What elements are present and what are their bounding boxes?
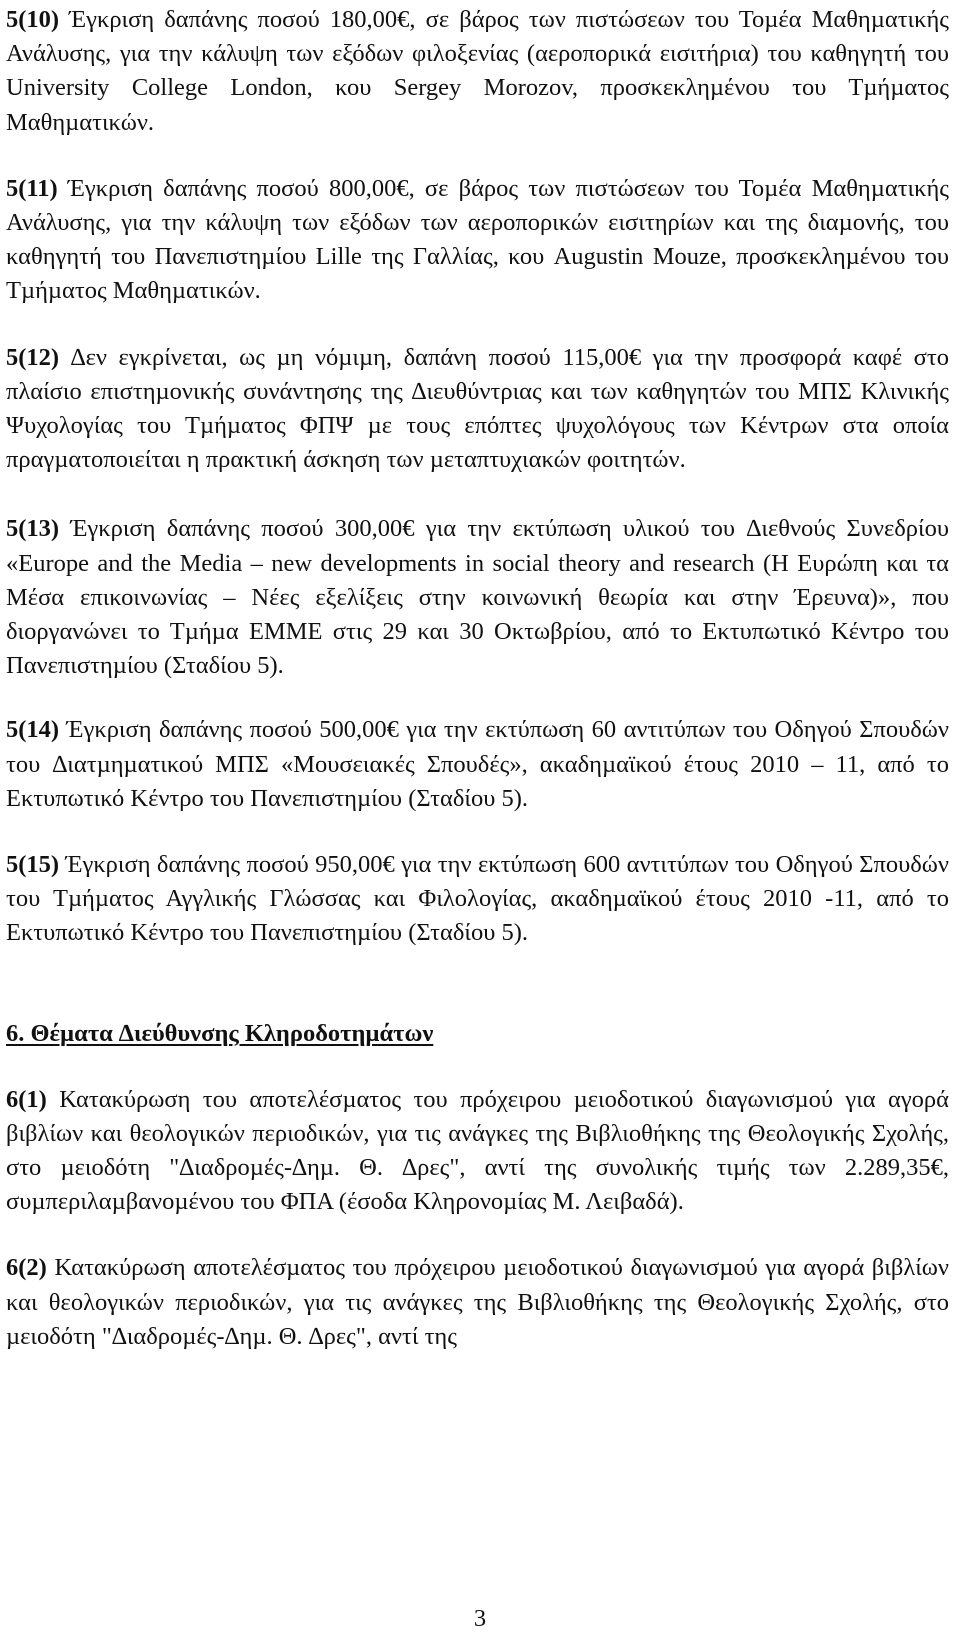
item-text: Έγκριση δαπάνης ποσού 180,00€, σε βάρος των πιστώσεων του Τοµέα Μαθηµατικής Ανάλυσης, για την κάλυψη των εξόδων φιλοξενίας (αεροπορικά εισιτήρια) του καθηγητή του University College London, κου Sergey Morozov, προσκεκληµένου του Τµήµατος Μαθηµατικών. bbox=[6, 6, 949, 136]
item-label: 6(1) bbox=[6, 1085, 47, 1113]
item-label: 5(10) bbox=[6, 6, 60, 33]
item-label: 5(15) bbox=[6, 851, 60, 879]
item-5-12 bbox=[6, 341, 949, 478]
item-6-1 bbox=[6, 1083, 949, 1220]
item-text: ∆εν εγκρίνεται, ως µη νόµιµη, δαπάνη ποσού 115,00€ για την προσφορά καφέ στο πλαίσιο επιστηµονικής συνάντησης της ∆ιευθύντριας και των καθηγητών του ΜΠΣ Κλινικής Ψυχολογίας του Τµήµατος ΦΠΨ µε τους επόπτες ψυχολόγους των Κέντρων στα οποία πραγµατοποιείται η πρακτική άσκηση των µεταπτυχιακών φοιτητών. bbox=[6, 343, 949, 474]
item-label: 5(12) bbox=[6, 343, 60, 371]
item-text: Έγκριση δαπάνης ποσού 500,00€ για την εκτύπωση 60 αντιτύπων του Οδηγού Σπουδών του ∆ιατµηµατικού ΜΠΣ «Μουσειακές Σπουδές», ακαδηµαϊκού έτους 2010 – 11, από το Εκτυπωτικό Κέντρο του Πανεπιστηµίου (Σταδίου 5). bbox=[6, 716, 949, 812]
item-label: 5(13) bbox=[6, 515, 60, 543]
document-page bbox=[6, 0, 949, 1354]
item-6-2 bbox=[6, 1251, 949, 1354]
item-label: 5(11) bbox=[6, 174, 58, 202]
item-text: Έγκριση δαπάνης ποσού 950,00€ για την εκτύπωση 600 αντιτύπων του Οδηγού Σπουδών του Τµήµατος Αγγλικής Γλώσσας και Φιλολογίας, ακαδηµαϊκού έτους 2010 -11, από το Εκτυπωτικό Κέντρο του Πανεπιστηµίου (Σταδίου 5). bbox=[6, 851, 949, 947]
item-5-15 bbox=[6, 848, 949, 951]
section-heading: 6. Θέµατα ∆ιεύθυνσης Κληροδοτηµάτων bbox=[6, 1019, 434, 1047]
item-label: 6(2) bbox=[6, 1254, 47, 1282]
item-text: Κατακύρωση του αποτελέσµατος του πρόχειρου µειοδοτικού διαγωνισµού για αγορά βιβλίων και θεολογικών περιοδικών, για τις ανάγκες της Βιβλιοθήκης της Θεολογικής Σχολής, στο µειοδότη "∆ιαδροµές-∆ηµ. Θ. ∆ρες", αντί της συνολικής τιµής των 2.289,35€, συµπεριλαµβανοµένου του ΦΠΑ (έσοδα Κληρονοµίας Μ. Λειβαδά). bbox=[6, 1085, 949, 1216]
page-number: 3 bbox=[473, 1605, 487, 1632]
item-text: Έγκριση δαπάνης ποσού 300,00€ για την εκτύπωση υλικού του ∆ιεθνούς Συνεδρίου «Europe and the Media – new developments in social theory and research (Η Ευρώπη και τα Μέσα επικοινωνίας – Νέες εξελίξεις στην κοινωνική θεωρία και στην Έρευνα)», που διοργανώνει το Τµήµα ΕΜΜΕ στις 29 και 30 Οκτωβρίου, από το Εκτυπωτικό Κέντρο του Πανεπιστηµίου (Σταδίου 5). bbox=[6, 515, 949, 680]
item-5-11 bbox=[6, 172, 949, 309]
item-5-14 bbox=[6, 713, 949, 816]
item-5-13 bbox=[6, 512, 949, 683]
item-5-10 bbox=[6, 3, 949, 140]
item-label: 5(14) bbox=[6, 716, 60, 744]
item-text: Κατακύρωση αποτελέσµατος του πρόχειρου µειοδοτικού διαγωνισµού για αγορά βιβλίων και θεολογικών περιοδικών, για τις ανάγκες της Βιβλιοθήκης της Θεολογικής Σχολής, στο µειοδότη "∆ιαδροµές-∆ηµ. Θ. ∆ρες", αντί της bbox=[6, 1254, 949, 1350]
item-text: Έγκριση δαπάνης ποσού 800,00€, σε βάρος των πιστώσεων του Τοµέα Μαθηµατικής Ανάλυσης, για την κάλυψη των εξόδων των αεροπορικών εισιτηρίων και της διαµονής, του καθηγητή του Πανεπιστηµίου Lille της Γαλλίας, κου Augustin Mouze, προσκεκληµένου του Τµήµατος Μαθηµατικών. bbox=[6, 174, 949, 305]
